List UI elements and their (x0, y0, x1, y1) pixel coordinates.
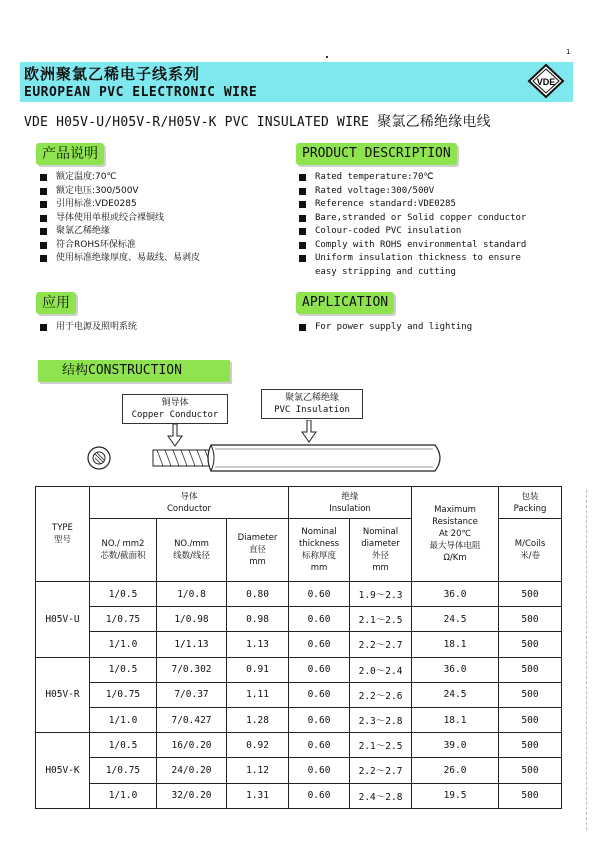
list-item: Colour-coded PVC insulation (299, 225, 526, 239)
application-heading-en: APPLICATION (296, 292, 394, 314)
table-cell: 500 (499, 632, 562, 657)
table-cell: 0.60 (289, 632, 350, 657)
table-cell: 1/1.0 (90, 707, 157, 732)
application-list-cn (40, 321, 137, 335)
page-edge-divider (586, 490, 588, 830)
header-line: mm (249, 557, 266, 567)
page-number: 1 (566, 48, 571, 56)
list-item: 引用标准:VDE0285 (40, 198, 200, 212)
table-cell: 24/0.20 (157, 758, 227, 783)
list-item: Reference standard:VDE0285 (299, 198, 526, 212)
table-cell: 19.5 (412, 783, 499, 808)
header-line: 标称厚度 (302, 551, 337, 561)
vde-logo-icon (527, 63, 565, 99)
max-resistance-line: Maximum (434, 505, 476, 515)
table-row (36, 607, 562, 632)
table-cell: 0.98 (227, 607, 289, 632)
table-row (36, 682, 562, 707)
conductor-header-en: Conductor (167, 503, 212, 514)
diameter-header (227, 519, 289, 582)
table-row (36, 758, 562, 783)
table-cell: 32/0.20 (157, 783, 227, 808)
table-cell: 500 (499, 657, 562, 682)
header-line: NO./mm (174, 539, 209, 549)
header-line: 芯数/截面积 (100, 551, 146, 561)
table-cell: 1/0.98 (157, 607, 227, 632)
product-description-heading-cn: 产品说明 (36, 143, 104, 165)
product-title (24, 111, 491, 131)
table-cell: 500 (499, 758, 562, 783)
table-cell: 24.5 (412, 607, 499, 632)
table-cell: 7/0.302 (157, 657, 227, 682)
table-cell: 1.28 (227, 707, 289, 732)
header-title-cn: 欧洲聚氯乙稀电子线系列 (24, 65, 201, 83)
table-cell: 2.4～2.8 (350, 783, 412, 808)
header-title-en: EUROPEAN PVC ELECTRONIC WIRE (24, 85, 258, 100)
table-cell: 500 (499, 582, 562, 607)
list-item-continuation: easy stripping and cutting (315, 266, 456, 277)
table-cell: 0.60 (289, 707, 350, 732)
table-cell: 0.60 (289, 733, 350, 758)
list-item: Uniform insulation thickness to ensure (299, 252, 526, 266)
header-line: Nominal (362, 527, 399, 537)
table-row (36, 657, 562, 682)
table-cell: 2.1～2.5 (350, 733, 412, 758)
list-item: Comply with ROHS environmental standard (299, 239, 526, 253)
table-cell: 0.60 (289, 582, 350, 607)
list-item: 使用标准绝缘厚度、易裁线、易剥皮 (40, 252, 200, 266)
conductor-arrow-icon (168, 424, 182, 446)
table-cell: 0.60 (289, 607, 350, 632)
table-cell: 7/0.427 (157, 707, 227, 732)
meters-per-coil-header (499, 519, 562, 582)
table-row (36, 582, 562, 607)
header-line: Diameter (237, 533, 278, 543)
wires-diameter-header (157, 519, 227, 582)
product-description-heading-en: PRODUCT DESCRIPTION (296, 143, 457, 165)
header-line: Nominal (301, 527, 337, 537)
table-row (36, 733, 562, 758)
list-item: 额定电压:300/500V (40, 185, 200, 199)
packing-header-cn: 包装 (521, 491, 539, 502)
header-line: diameter (361, 539, 400, 549)
table-cell: 2.3～2.8 (350, 707, 412, 732)
table-cell: 16/0.20 (157, 733, 227, 758)
packing-header (499, 487, 562, 519)
max-resistance-line: Ω/Km (443, 553, 467, 563)
table-cell: 0.60 (289, 657, 350, 682)
table-cell: 1.12 (227, 758, 289, 783)
table-cell: 500 (499, 733, 562, 758)
type-header-cn: 型号 (53, 535, 71, 545)
application-list-en (299, 321, 472, 335)
nominal-diameter-header (350, 519, 412, 582)
table-cell: 36.0 (412, 582, 499, 607)
table-cell: 24.5 (412, 682, 499, 707)
table-cell: 18.1 (412, 632, 499, 657)
table-cell: 1/0.75 (90, 607, 157, 632)
construction-heading (38, 360, 230, 382)
header-line: thickness (298, 539, 340, 549)
table-cell: 1/0.5 (90, 657, 157, 682)
table-cell: 500 (499, 607, 562, 632)
list-item: Bare,stranded or Solid copper conductor (299, 212, 526, 226)
table-cell: 500 (499, 707, 562, 732)
list-item: 符合ROHS环保标准 (40, 239, 200, 253)
table-cell: 2.1～2.5 (350, 607, 412, 632)
table-cell: 39.0 (412, 733, 499, 758)
product-description-list-en (299, 171, 526, 279)
construction-heading-cn: 结构 (62, 363, 89, 378)
table-cell: 1/1.0 (90, 632, 157, 657)
insulation-header-en: Insulation (329, 503, 371, 514)
cable-construction-diagram (75, 420, 455, 480)
exposed-conductor-icon (153, 450, 211, 466)
product-title-en: VDE H05V-U/H05V-R/H05V-K PVC INSULATED WIRE (24, 115, 370, 130)
pvc-insulation-label-en: PVC Insulation (274, 405, 350, 415)
table-cell: 1.31 (227, 783, 289, 808)
table-cell: 1/1.0 (90, 783, 157, 808)
table-cell: 2.2～2.6 (350, 682, 412, 707)
table-cell: 0.60 (289, 758, 350, 783)
table-cell: 1/0.8 (157, 582, 227, 607)
product-title-cn: 聚氯乙稀绝缘电线 (377, 114, 491, 130)
table-cell: 1/0.75 (90, 758, 157, 783)
decorative-dot (326, 56, 328, 58)
table-cell: 0.91 (227, 657, 289, 682)
cores-area-header (90, 519, 157, 582)
list-item: 额定温度:70℃ (40, 171, 200, 185)
table-cell: 7/0.37 (157, 682, 227, 707)
type-cell: H05V-K (36, 733, 90, 809)
header-line: 外径 (372, 551, 390, 561)
table-cell: 1/0.5 (90, 582, 157, 607)
header-line: 线数/线径 (173, 551, 210, 561)
copper-conductor-label-en: Copper Conductor (131, 410, 219, 420)
list-item: 聚氯乙稀绝缘 (40, 225, 200, 239)
type-header-en: TYPE (52, 523, 73, 533)
cable-cross-section-icon (88, 447, 110, 469)
list-item: 用于电源及照明系统 (40, 321, 137, 335)
insulation-header (289, 487, 412, 519)
table-cell: 1.9～2.3 (350, 582, 412, 607)
header-line: NO./ mm2 (101, 539, 145, 549)
spec-table (35, 486, 562, 809)
insulation-header-cn: 绝缘 (341, 491, 359, 502)
table-cell: 0.92 (227, 733, 289, 758)
table-cell: 2.0～2.4 (350, 657, 412, 682)
type-header (36, 487, 90, 582)
conductor-header (90, 487, 289, 519)
header-line: 米/卷 (520, 551, 540, 561)
pvc-insulation-label-cn: 聚氯乙稀绝缘 (284, 393, 339, 403)
header-line: M/Coils (514, 539, 546, 549)
table-cell: 1.11 (227, 682, 289, 707)
header-line: 直径 (249, 545, 267, 555)
table-cell: 1/0.5 (90, 733, 157, 758)
copper-conductor-label-cn: 铜导体 (161, 398, 189, 408)
table-cell: 0.60 (289, 682, 350, 707)
table-cell: 1.13 (227, 632, 289, 657)
vde-logo-text: VDE (536, 77, 556, 87)
table-cell: 1/1.13 (157, 632, 227, 657)
max-resistance-header (412, 487, 499, 582)
type-cell: H05V-R (36, 657, 90, 733)
table-cell: 0.60 (289, 783, 350, 808)
list-item: 导体使用单根或绞合裸铜线 (40, 212, 200, 226)
table-cell: 18.1 (412, 707, 499, 732)
cable-insulation-icon (208, 445, 440, 471)
table-cell: 0.80 (227, 582, 289, 607)
table-cell: 500 (499, 783, 562, 808)
header-line: mm (372, 563, 389, 573)
max-resistance-line: At 20℃ (438, 529, 472, 539)
application-heading-cn: 应用 (36, 292, 76, 314)
table-row (36, 707, 562, 732)
conductor-header-cn: 导体 (180, 491, 198, 502)
type-cell: H05V-U (36, 582, 90, 658)
table-row (36, 632, 562, 657)
packing-header-en: Packing (513, 503, 547, 514)
table-cell: 1/0.75 (90, 682, 157, 707)
nominal-thickness-header (289, 519, 350, 582)
table-row (36, 783, 562, 808)
table-cell: 26.0 (412, 758, 499, 783)
table-header-row (36, 487, 562, 519)
header-line: mm (310, 563, 328, 573)
table-cell: 500 (499, 682, 562, 707)
max-resistance-line: 最大导体电阻 (429, 541, 481, 551)
list-item: Rated voltage:300/500V (299, 185, 526, 199)
table-cell: 2.2～2.7 (350, 758, 412, 783)
list-item: For power supply and lighting (299, 321, 472, 335)
insulation-arrow-icon (302, 420, 316, 442)
construction-heading-en: CONSTRUCTION (88, 363, 182, 378)
product-description-list-cn (40, 171, 200, 266)
table-cell: 2.2～2.7 (350, 632, 412, 657)
max-resistance-line: Resistance (432, 517, 478, 527)
list-item: Rated temperature:70℃ (299, 171, 526, 185)
pvc-insulation-callout (261, 389, 363, 419)
table-cell: 36.0 (412, 657, 499, 682)
